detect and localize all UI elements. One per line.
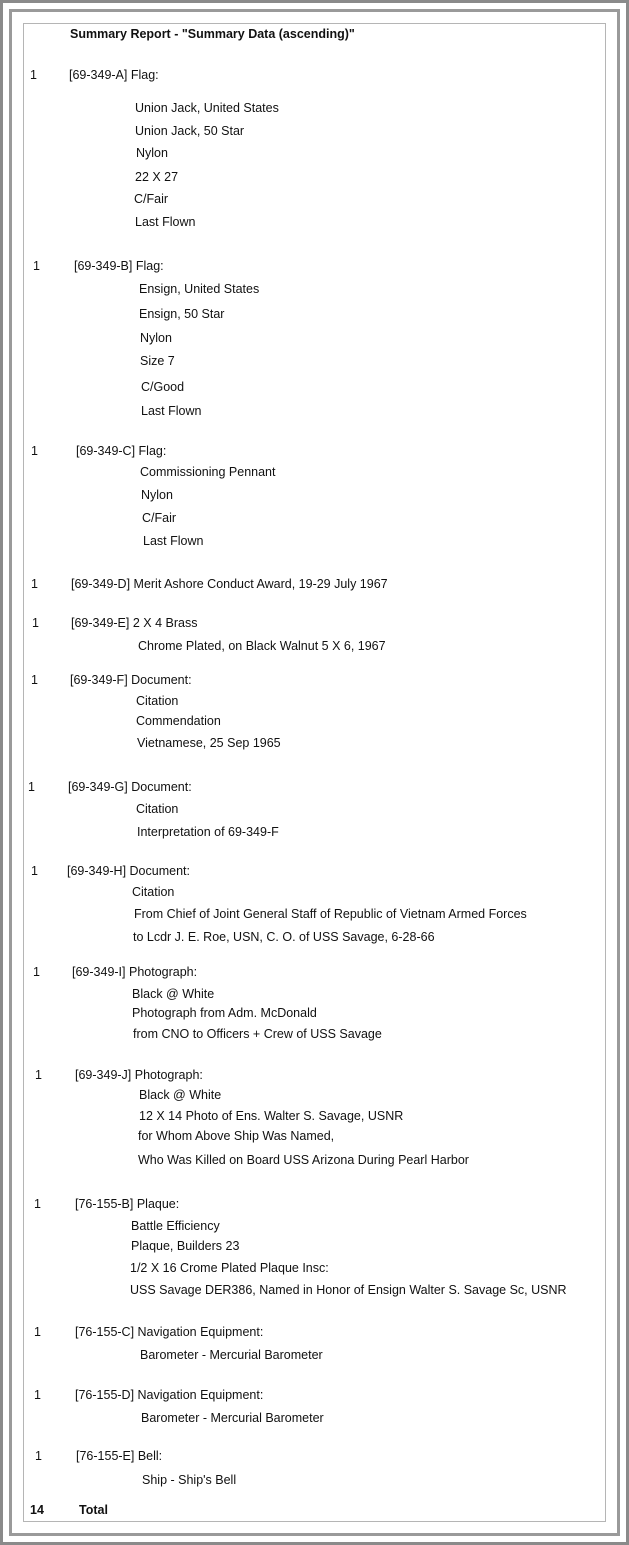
item-header: [69-349-E] 2 X 4 Brass [71,616,198,630]
item-header: [76-155-E] Bell: [76,1449,163,1463]
item-detail-line: Commendation [136,714,221,728]
item-detail-line: Black @ White [139,1088,222,1102]
item-detail-line: USS Savage DER386, Named in Honor of Ensign Walter S. Savage Sc, USNR [130,1283,567,1297]
item-header: [69-349-D] Merit Ashore Conduct Award, 19-29 July 1967 [71,577,388,591]
item-detail-line: for Whom Above Ship Was Named, [138,1129,335,1143]
item-detail-line: Barometer - Mercurial Barometer [141,1411,324,1425]
item-quantity: 1 [33,965,40,979]
item-header: [69-349-C] Flag: [76,444,167,458]
item-header: [76-155-C] Navigation Equipment: [75,1325,264,1339]
item-detail-line: from CNO to Officers + Crew of USS Savage [133,1027,382,1041]
item-detail-line: Who Was Killed on Board USS Arizona During Pearl Harbor [138,1153,469,1167]
item-header: [69-349-H] Document: [67,864,190,878]
item-quantity: 1 [30,68,37,82]
item-detail-line: Barometer - Mercurial Barometer [140,1348,323,1362]
item-detail-line: Nylon [136,146,168,160]
item-detail-line: Ensign, United States [139,282,260,296]
item-detail-line: Photograph from Adm. McDonald [132,1006,317,1020]
item-header: [69-349-B] Flag: [74,259,164,273]
item-header: [69-349-J] Photograph: [75,1068,203,1082]
item-header: [69-349-G] Document: [68,780,192,794]
item-detail-line: Citation [136,802,179,816]
total-label: Total [79,1503,108,1517]
item-quantity: 1 [35,1449,42,1463]
item-detail-line: Citation [136,694,179,708]
item-detail-line: to Lcdr J. E. Roe, USN, C. O. of USS Savage, 6-28-66 [133,930,435,944]
report-title: Summary Report - "Summary Data (ascending)" [70,27,355,41]
item-detail-line: Size 7 [140,354,175,368]
item-detail-line: Union Jack, United States [135,101,279,115]
item-quantity: 1 [34,1388,41,1402]
item-quantity: 1 [28,780,35,794]
item-header: [69-349-A] Flag: [69,68,159,82]
item-detail-line: Nylon [140,331,172,345]
item-quantity: 1 [34,1197,41,1211]
item-quantity: 1 [31,577,38,591]
item-header: [69-349-F] Document: [70,673,192,687]
item-header: [69-349-I] Photograph: [72,965,198,979]
item-detail-line: Commissioning Pennant [140,465,276,479]
item-detail-line: Vietnamese, 25 Sep 1965 [137,736,281,750]
item-detail-line: 12 X 14 Photo of Ens. Walter S. Savage, USNR [139,1109,404,1123]
item-detail-line: Interpretation of 69-349-F [137,825,279,839]
item-detail-line: From Chief of Joint General Staff of Republic of Vietnam Armed Forces [134,907,527,921]
item-detail-line: Black @ White [132,987,215,1001]
item-detail-line: 22 X 27 [135,170,179,184]
item-header: [76-155-D] Navigation Equipment: [75,1388,264,1402]
item-detail-line: C/Fair [134,192,169,206]
item-detail-line: Nylon [141,488,173,502]
item-quantity: 1 [31,673,38,687]
item-detail-line: Union Jack, 50 Star [135,124,245,138]
item-detail-line: Chrome Plated, on Black Walnut 5 X 6, 1967 [138,639,386,653]
item-detail-line: Ensign, 50 Star [139,307,225,321]
item-detail-line: Last Flown [135,215,196,229]
item-quantity: 1 [33,259,40,273]
item-quantity: 1 [31,444,38,458]
item-detail-line: Citation [132,885,175,899]
item-detail-line: Last Flown [143,534,204,548]
item-quantity: 1 [35,1068,42,1082]
item-detail-line: C/Good [141,380,185,394]
item-detail-line: 1/2 X 16 Crome Plated Plaque Insc: [130,1261,329,1275]
item-quantity: 1 [34,1325,41,1339]
item-detail-line: Last Flown [141,404,202,418]
item-quantity: 1 [31,864,38,878]
item-quantity: 1 [32,616,39,630]
total-quantity: 14 [30,1503,44,1517]
item-detail-line: C/Fair [142,511,177,525]
item-detail-line: Battle Efficiency [131,1219,220,1233]
item-detail-line: Plaque, Builders 23 [131,1239,240,1253]
item-detail-line: Ship - Ship's Bell [142,1473,237,1487]
item-header: [76-155-B] Plaque: [75,1197,180,1211]
